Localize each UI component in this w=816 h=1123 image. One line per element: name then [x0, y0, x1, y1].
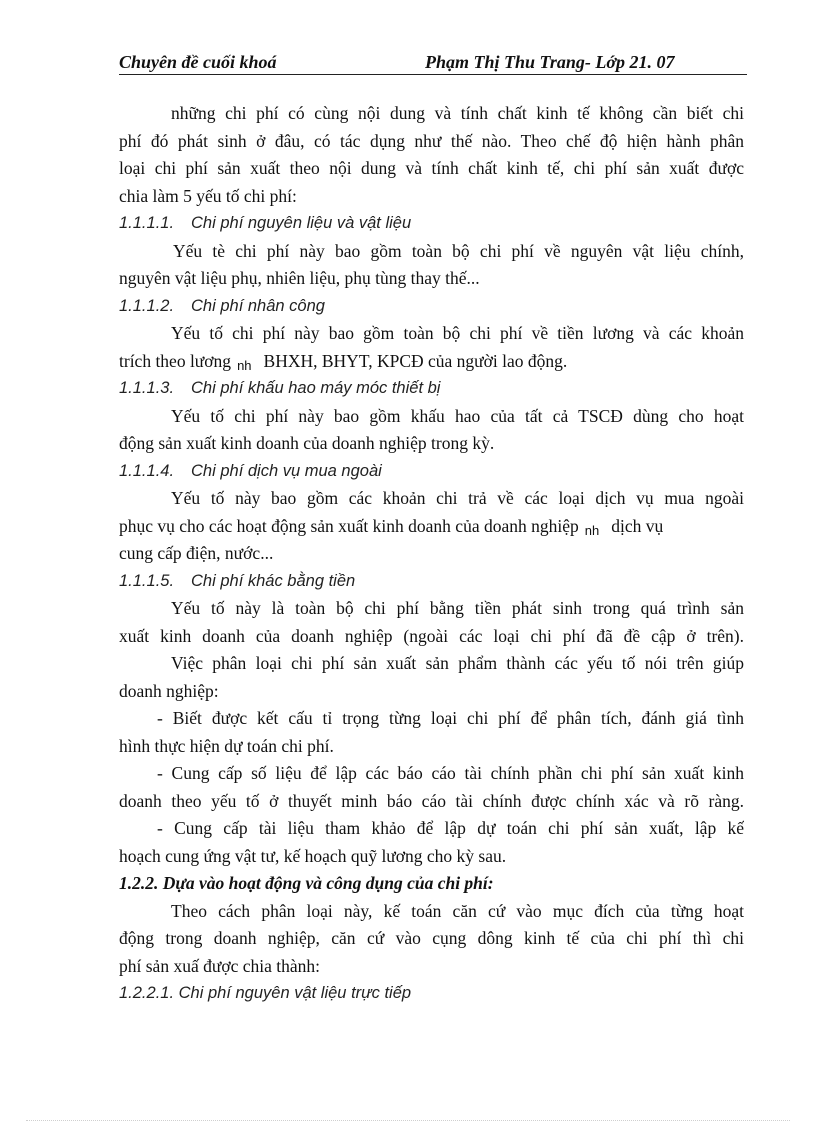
bullet-line: doanh theo yếu tố ở thuyết minh báo cáo tài chính được chính xác và rõ ràng.: [119, 790, 744, 811]
section-title: Chi phí nhân công: [191, 296, 325, 315]
paragraph-line: phí sản xuấ được chia thành:: [119, 955, 320, 976]
paragraph-line: [119, 513, 744, 541]
bullet-line: hình thực hiện dự toán chi phí.: [119, 735, 334, 756]
section-heading-raw-materials: [119, 210, 744, 238]
text-fragment: BHXH, BHYT, KPCĐ của người lao động.: [263, 350, 568, 371]
subsection-heading-direct-materials: 1.2.2.1. Chi phí nguyên vật liệu trực tiếp: [119, 984, 412, 1002]
paragraph-line: phí đó phát sinh ở đâu, có tác dụng như thế nào. Theo chế độ hiện hành phân: [119, 130, 744, 151]
section-number: 1.1.1.2.: [119, 296, 175, 315]
text-fragment: dịch vụ: [611, 515, 664, 536]
section-number: 1.1.1.1.: [119, 214, 175, 232]
small-text-fragment: nh: [584, 522, 600, 538]
paragraph-line: động trong doanh nghiệp, căn cứ vào cụng dông kinh tế của chi phí thì chi: [119, 928, 744, 948]
text-fragment: trích theo lương: [119, 350, 232, 371]
bullet-line: - Cung cấp tài liệu tham khảo để lập dự toán chi phí sản xuất, lập kế: [157, 818, 744, 838]
document-body: [119, 100, 744, 1008]
section-number: 1.1.1.5.: [119, 571, 175, 590]
bullet-line: hoạch cung ứng vật tư, kế hoạch quỹ lương cho kỳ sau.: [119, 845, 507, 866]
section-heading-labor: [119, 293, 744, 321]
section-heading-outsourced-services: [119, 458, 744, 486]
bullet-line: - Biết được kết cấu tỉ trọng từng loại chi phí để phân tích, đánh giá tình: [157, 708, 744, 728]
paragraph-line: động sản xuất kinh doanh của doanh nghiệp trong kỳ.: [119, 433, 495, 453]
paragraph-line: những chi phí có cùng nội dung và tính chất kinh tế không cần biết chi: [171, 103, 744, 123]
section-heading-depreciation: [119, 375, 744, 403]
paragraph-line: chia làm 5 yếu tố chi phí:: [119, 185, 297, 206]
paragraph-line: xuất kinh doanh của doanh nghiệp (ngoài các loại chi phí đã đề cập ở trên).: [119, 625, 744, 646]
header-author-class: Phạm Thị Thu Trang- Lớp 21. 07: [425, 52, 675, 72]
header-document-type: Chuyên đề cuối khoá: [119, 52, 277, 72]
paragraph-line: Yếu tố này là toàn bộ chi phí bằng tiền phát sinh trong quá trình sản: [171, 598, 744, 618]
paragraph-line: Yếu tè chi phí này bao gồm toàn bộ chi phí về nguyên vật liệu chính,: [173, 240, 744, 261]
paragraph-line: Theo cách phân loại này, kế toán căn cứ vào mục đích của từng hoạt: [171, 900, 744, 921]
section-number: 1.1.1.4.: [119, 461, 175, 480]
paragraph-line: cung cấp điện, nước...: [119, 543, 274, 563]
section-title: Chi phí dịch vụ mua ngoài: [191, 461, 382, 480]
paragraph-line: Yếu tố này bao gồm các khoản chi trả về các loại dịch vụ mua ngoài: [171, 488, 744, 508]
section-number: 1.1.1.3.: [119, 379, 175, 397]
small-text-fragment: nh: [237, 357, 252, 373]
paragraph-line: nguyên vật liệu phụ, nhiên liệu, phụ tùng thay thế...: [119, 268, 480, 288]
section-title: Chi phí khác bằng tiền: [191, 571, 356, 590]
paragraph-line: Yếu tố chi phí này bao gồm khấu hao của tất cả TSCĐ dùng cho hoạt: [171, 405, 744, 426]
page-bottom-divider: [26, 1120, 790, 1121]
paragraph-line: [119, 348, 744, 376]
page-header: [119, 52, 747, 75]
paragraph-line: Việc phân loại chi phí sản xuất sản phẩm thành các yếu tố nói trên giúp: [171, 653, 744, 673]
section-title: Chi phí nguyên liệu và vật liệu: [191, 214, 412, 232]
section-title: Chi phí khấu hao máy móc thiết bị: [191, 379, 441, 397]
text-fragment: phục vụ cho các hoạt động sản xuất kinh doanh của doanh nghiệp: [119, 515, 579, 536]
paragraph-line: doanh nghiệp:: [119, 680, 219, 701]
bullet-line: - Cung cấp số liệu để lập các báo cáo tài chính phần chi phí sản xuất kinh: [157, 763, 744, 783]
paragraph-line: Yếu tố chi phí này bao gồm toàn bộ chi phí về tiền lương và các khoản: [171, 323, 744, 343]
section-heading-activity-classification: 1.2.2. Dựa vào hoạt động và công dụng của chi phí:: [119, 873, 494, 893]
paragraph-line: loại chi phí sản xuất theo nội dung và tính chất kinh tế, chi phí sản xuất được: [119, 158, 744, 178]
section-heading-other-cash-costs: [119, 568, 744, 596]
